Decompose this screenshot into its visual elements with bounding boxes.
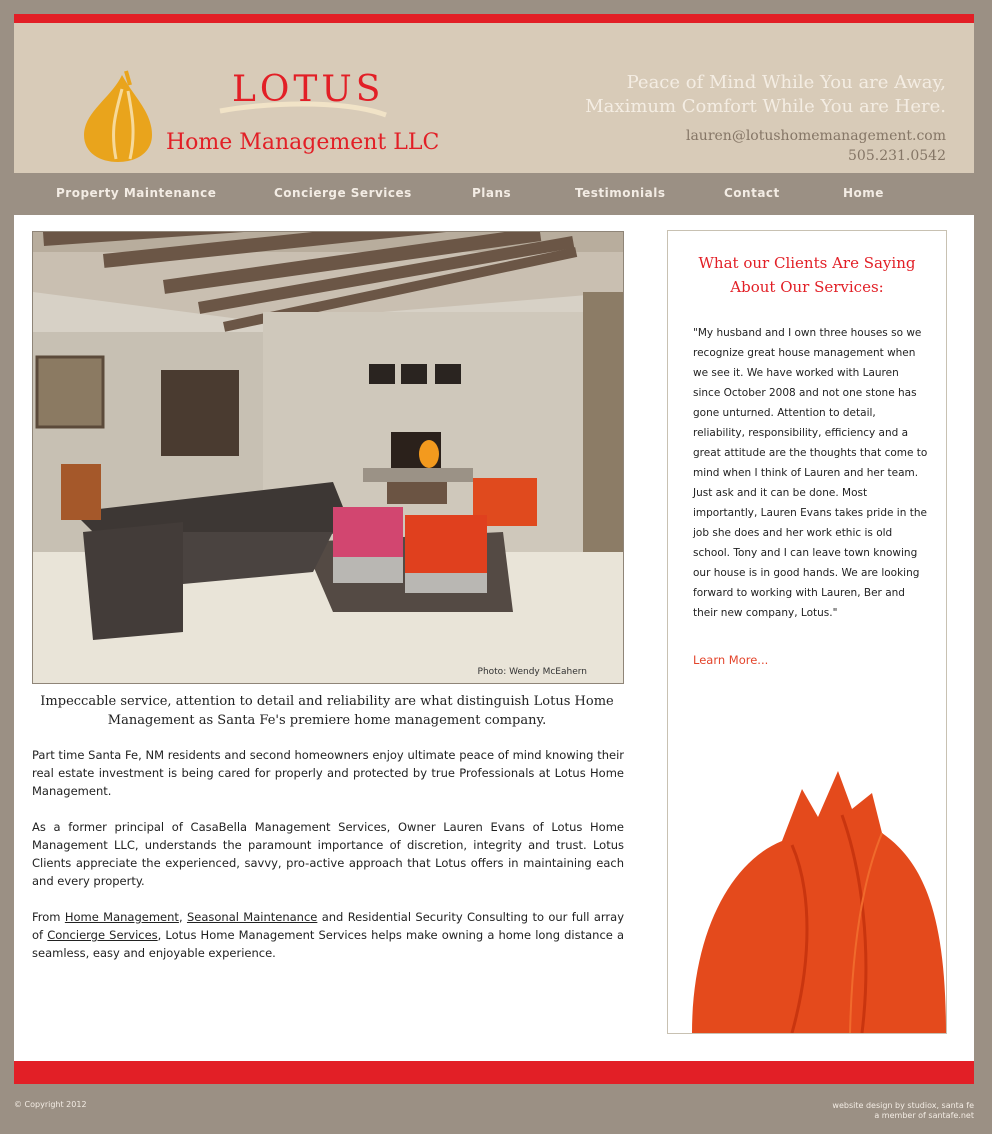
p3-text-c: and Residential Security Consulting to our full array of — [32, 910, 625, 942]
p3-text-d: , Lotus Home Management Services helps make owning a home long distance a seamless, easy and enjoyable experience. — [32, 928, 624, 960]
home-management-link[interactable]: Home Management — [64, 910, 179, 924]
contact-phone: 505.231.0542 — [848, 148, 946, 164]
testimonial-heading-line-1: What our Clients Are Saying — [698, 254, 916, 272]
learn-more-link[interactable]: Learn More... — [693, 653, 769, 667]
living-room-photo — [32, 231, 624, 684]
bottom-red-bar — [14, 1061, 974, 1084]
site-credit — [832, 1101, 974, 1121]
tagline-line-2: Maximum Comfort While You are Here. — [585, 96, 946, 117]
intro-paragraph-3 — [32, 908, 624, 962]
photo-credit: Photo: Wendy McEahern — [477, 667, 587, 677]
credit-line-1[interactable]: website design by studiox, santa fe — [832, 1101, 974, 1110]
testimonial-quote: "My husband and I own three houses so we recognize great house management when we see it. We have worked with Lauren since October 2008 and not one stone has gone unturned. Attention to detail, reliability, responsibility, efficiency and a great attitude are the thoughts that come to mind when I think of Lauren and her team. Just ask and it can be done. Most importantly, Lauren Evans takes pride in the job she does and her work ethic is old school. Tony and I can leave town knowing our house is in good hands. We are looking forward to working with Lauren, Ber and their new company, Lotus." — [693, 327, 928, 619]
page-container — [14, 14, 974, 1084]
site-header — [14, 23, 974, 173]
brand-subtitle: Home Management LLC — [166, 130, 440, 155]
brand-wordmark: LOTUS — [232, 69, 385, 110]
top-red-bar — [14, 14, 974, 23]
seasonal-maintenance-link[interactable]: Seasonal Maintenance — [186, 910, 318, 924]
p3-text-a: From — [32, 910, 65, 924]
nav-property-maintenance[interactable]: Property Maintenance — [56, 186, 217, 200]
intro-paragraph-1: Part time Santa Fe, NM residents and second homeowners enjoy ultimate peace of mind knowing their real estate investment is being cared for properly and protected by true Professionals at Lotus Home Management. — [32, 748, 624, 798]
p3-text-b: , — [178, 910, 187, 924]
main-nav — [14, 173, 974, 215]
nav-plans[interactable]: Plans — [472, 186, 512, 200]
nav-contact[interactable]: Contact — [724, 186, 780, 200]
living-room-illustration — [33, 232, 623, 683]
tagline-line-1: Peace of Mind While You are Away, — [626, 72, 946, 93]
nav-concierge-services[interactable]: Concierge Services — [274, 186, 412, 200]
testimonial-heading-line-2: About Our Services: — [730, 278, 884, 296]
testimonial-sidebar — [667, 230, 947, 1034]
lotus-petal-image — [692, 771, 946, 1033]
lotus-logo[interactable] — [82, 67, 442, 167]
nav-home[interactable]: Home — [843, 186, 884, 200]
nav-testimonials[interactable]: Testimonials — [575, 186, 666, 200]
contact-email[interactable]: lauren@lotushomemanagement.com — [685, 128, 946, 144]
testimonial-heading — [668, 251, 946, 299]
copyright-notice: © Copyright 2012 — [14, 1100, 87, 1109]
intro-copy — [32, 746, 624, 980]
header-tagline — [585, 71, 946, 119]
lead-statement: Impeccable service, attention to detail and reliability are what distinguish Lotus Home Management as Santa Fe's premiere home management company. — [40, 694, 614, 728]
concierge-services-link[interactable]: Concierge Services — [47, 928, 158, 942]
intro-paragraph-2: As a former principal of CasaBella Management Services, Owner Lauren Evans of Lotus Home Management LLC, understands the paramount importance of discretion, integrity and trust. Lotus Clients appreciate the experienced, savvy, pro-active approach that Lotus offers in maintaining each and every property. — [32, 820, 624, 888]
credit-line-2[interactable]: a member of santafe.net — [874, 1111, 974, 1120]
lotus-flame-icon — [84, 75, 152, 162]
